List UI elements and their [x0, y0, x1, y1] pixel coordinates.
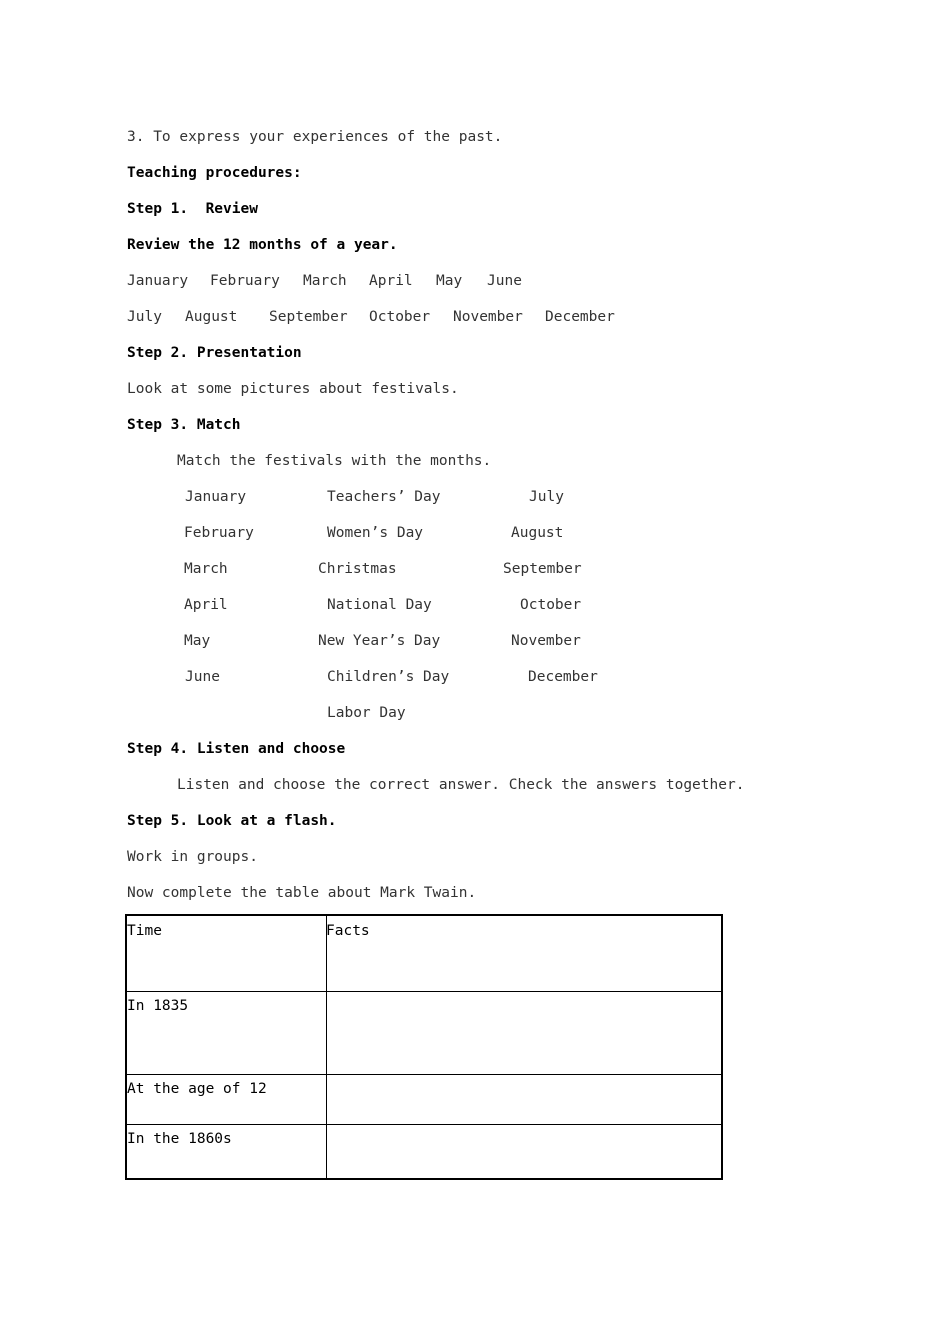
- table-cell-time: At the age of 12: [127, 1081, 267, 1097]
- match-month: November: [511, 633, 581, 649]
- step4-text: Listen and choose the correct answer. Check the answers together.: [177, 777, 745, 793]
- month-item: July: [127, 309, 162, 325]
- month-item: April: [369, 273, 413, 289]
- objective-item-3: 3. To express your experiences of the past.: [127, 129, 503, 145]
- month-item: October: [369, 309, 431, 325]
- step1-heading: Step 1. Review: [127, 201, 258, 217]
- step3-instruction: Match the festivals with the months.: [177, 453, 492, 469]
- match-month: December: [528, 669, 598, 685]
- step3-heading: Step 3. Match: [127, 417, 241, 433]
- match-month: August: [511, 525, 564, 541]
- table-row-divider: [127, 1074, 721, 1075]
- match-month: January: [185, 489, 247, 505]
- match-month: April: [184, 597, 228, 613]
- step1-subheading: Review the 12 months of a year.: [127, 237, 398, 253]
- match-festival: Labor Day: [327, 705, 406, 721]
- step4-heading: Step 4. Listen and choose: [127, 741, 346, 757]
- step5-text-2: Now complete the table about Mark Twain.: [127, 885, 477, 901]
- match-month: February: [184, 525, 254, 541]
- step5-text-1: Work in groups.: [127, 849, 258, 865]
- match-festival: New Year’s Day: [318, 633, 441, 649]
- month-item: November: [453, 309, 523, 325]
- month-item: February: [210, 273, 280, 289]
- match-month: September: [503, 561, 582, 577]
- match-month: March: [184, 561, 228, 577]
- table-header-time: Time: [127, 923, 162, 939]
- table-column-divider: [326, 916, 327, 1178]
- table-row-divider: [127, 1124, 721, 1125]
- month-item: June: [487, 273, 522, 289]
- table-cell-time: In the 1860s: [127, 1131, 232, 1147]
- step5-heading: Step 5. Look at a flash.: [127, 813, 337, 829]
- match-festival: Teachers’ Day: [327, 489, 441, 505]
- month-item: December: [545, 309, 615, 325]
- step2-heading: Step 2. Presentation: [127, 345, 302, 361]
- mark-twain-table: [125, 914, 723, 1180]
- step2-text: Look at some pictures about festivals.: [127, 381, 459, 397]
- match-month: May: [184, 633, 211, 649]
- month-item: January: [127, 273, 189, 289]
- table-cell-time: In 1835: [127, 998, 189, 1014]
- table-row-divider: [127, 991, 721, 992]
- table-header-facts: Facts: [326, 923, 370, 939]
- match-festival: National Day: [327, 597, 432, 613]
- match-festival: Women’s Day: [327, 525, 424, 541]
- match-festival: Christmas: [318, 561, 397, 577]
- match-month: June: [185, 669, 220, 685]
- month-item: August: [185, 309, 238, 325]
- month-item: March: [303, 273, 347, 289]
- month-item: September: [269, 309, 348, 325]
- procedures-heading: Teaching procedures:: [127, 165, 302, 181]
- month-item: May: [436, 273, 463, 289]
- match-month: July: [529, 489, 564, 505]
- match-festival: Children’s Day: [327, 669, 450, 685]
- match-month: October: [520, 597, 582, 613]
